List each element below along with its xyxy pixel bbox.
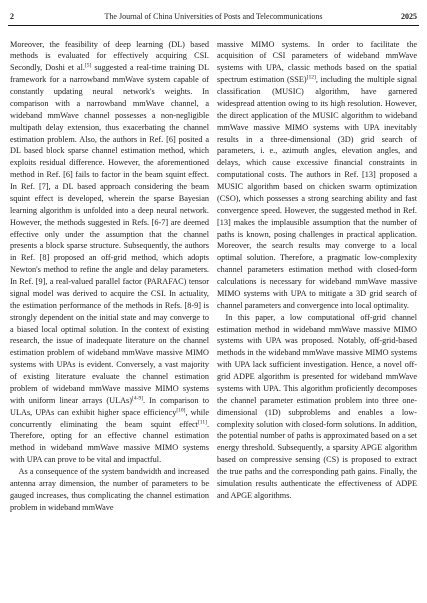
paragraph-bandwidth: As a consequence of the system bandwidth and increased antenna array dimension, the number of parameters to be gauged increases, thus complicating the channel estimation problem in wideband mmWave (10, 467, 209, 512)
left-column (10, 39, 209, 514)
citation: [10] (176, 406, 186, 413)
journal-title: The Journal of China Universities of Posts and Telecommunications (104, 12, 323, 21)
citation: [11] (197, 418, 207, 425)
text-run: Moreover, the feasibility of deep learning (DL) based methods is evaluated for effectively acquiring CSI. Secondly, Doshi et al. (10, 39, 209, 73)
text-run: suggested a real-time training DL framework for a narrowband mmWave system capable of constantly updating neural network's weights. In comparison with a narrowband mmWave channel, a wideband mmWave channel possesses a non-negligible multipath delay extension, thus exacerbating the channel estimation problem. Also, the authors in Ref. [6] posited a DL based block sparse channel estimation method, which exploits residual difference. However, the aforementioned method in Ref. [6] fails to factor in the beam squint effect. In Ref. [7], a DL based approach considering the beam squint effect is developed, wherein the sparse Bayesian learning algorithm is unfolded into a deep neural network. However, the methods suggested in Refs. [6-7] are deemed effective only under the assumption that the channel presents a block sparse structure. Subsequently, the authors in Ref. [8] proposed an off-grid method, which adopts Newton's method to refine the angle and delay parameters. In Ref. [9], a real-valued parallel factor (PARAFAC) tensor signal model was derived to acquire the CSI. In actuality, the estimation performance of the methods in Refs. [8-9] is strongly dependent on the initial state and may converge to a biased local optimal solution. In the context of existing research, the issue of inadequate literature on the channel estimation problem of wideband mmWave massive MIMO systems with UPAs is evident. Conversely, a vast majority of existing literature evaluate the channel estimation problem of wideband mmWave massive MIMO systems with uniform linear arrays (ULAs) (10, 63, 209, 405)
text-run: , including the multiple signal classification (MUSIC) algorithm, have garnered widespread attention owing to its high resolution. However, the direct application of the MUSIC algorithm to wideband mmWave massive MIMO systems with UPA inevitably results in a three-dimensional (3D) grid search of parameters, i. e., azimuth angles, elevation angles, and delays, which cause excessive financial constraints in computational costs. The authors in Ref. [13] proposed a MUSIC algorithm based on chicken swarm optimization (CSO), which possesses a strong searching ability and fast convergence speed. However, the suggested method in Ref. [13] makes the implausible assumption that the number of paths is known, posing challenges in practical application. Moreover, the search results may converge to a local optimal solution. Therefore, a pragmatic low-complexity channel parameters estimation method with closed-form calculations is necessary for wideband mmWave massive MIMO systems with UPA to mitigate a 3D grid search of channel parameters and convergence into local optimality. (217, 75, 417, 310)
paragraph-this-paper: In this paper, a low computational off-grid channel estimation method in wideband mmWave massive MIMO systems with UPA was proposed. Notably, off-grid-based methods in the wideband mmWave massive MIMO systems with UPA lack sufficient investigation. Hence, a novel off-grid ADPE algorithm is presented for wideband mmWave systems with UPA. This algorithm proficiently decomposes the channel parameter estimation problem into three one-dimensional (1D) subproblems and enables a low-complexity solution with closed-form solutions. In addition, the potential number of paths is approximated based on a set energy threshold. Subsequently, a sparsity APGE algorithm based on compressive sensing (CS) is proposed to extract the true paths and the corresponding path gains. Finally, the simulation results authenticate the effectiveness of ADPE and APGE algorithms. (217, 312, 417, 500)
citation: [12] (306, 74, 316, 81)
text-run: massive MIMO systems. In order to facilitate the acquisition of CSI parameters of wideband mmWave systems with UPA, classic methods based on the spatial spectrum estimation (SSE) (217, 39, 417, 85)
text-run: , while concurrently eliminating the beam squint effect (10, 407, 209, 429)
header-rule (8, 25, 419, 26)
paragraph-dl-methods (10, 39, 209, 467)
text-run: . In comparison to ULAs, UPAs can exhibit higher space efficiency (10, 395, 210, 417)
right-column (217, 39, 417, 502)
running-header (8, 11, 419, 23)
text-run: . Therefore, opting for an effective channel estimation method in wideband mmWave massive MIMO systems with UPA can prove to be vital and impactful. (10, 419, 209, 465)
citation: [4-9] (132, 395, 144, 401)
publication-year: 2025 (401, 12, 417, 21)
citation: [5] (84, 62, 92, 69)
page-number: 2 (10, 12, 14, 21)
paragraph-music (217, 39, 417, 312)
